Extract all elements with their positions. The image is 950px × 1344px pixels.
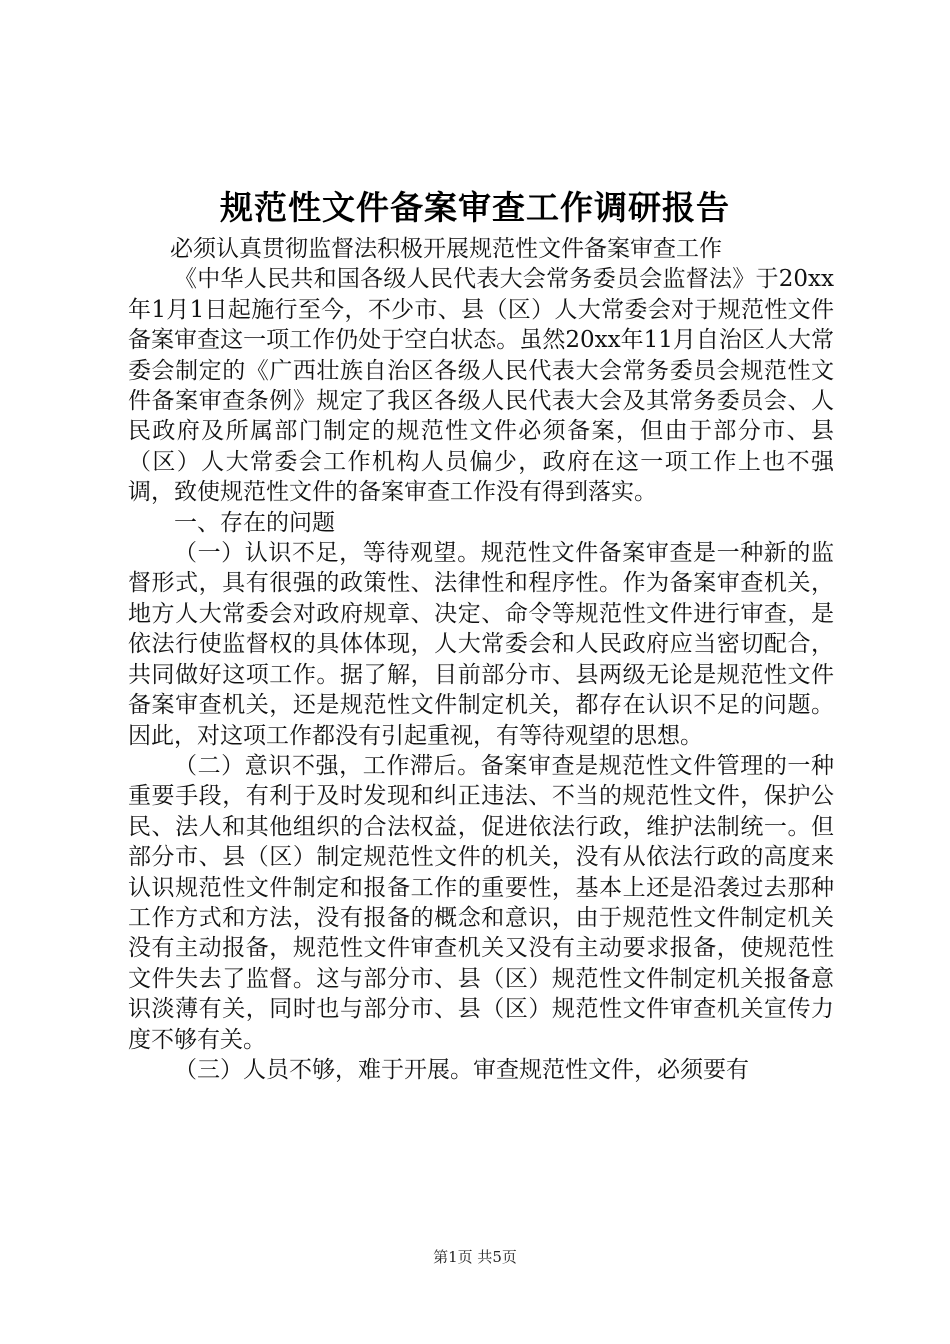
document-title: 规范性文件备案审查工作调研报告 [220, 188, 730, 227]
heading-problems: 一、存在的问题 [174, 509, 335, 536]
paragraph-intro: 《中华人民共和国各级人民代表大会常务委员会监督法》于20xx年1月1日起施行至今，不少市、县（区）人大常委会对于规范性文件备案审查这一项工作仍处于空白状态。虽然20xx年11月自治区人大常委会制定的《广西壮族自治区各级人民代表大会常务委员会规范性文件备案审查条例》规定了我区各级人民代表大会及其常务委员会、人民政府及所属部门制定的规范性文件必须备案，但由于部分市、县（区）人大常委会工作机构人员偏少，政府在这一项工作上也不强调，致使规范性文件的备案审查工作没有得到落实。 [128, 266, 834, 506]
paragraph-point-1: （一）认识不足，等待观望。规范性文件备案审查是一种新的监督形式，具有很强的政策性、法律性和程序性。作为备案审查机关，地方人大常委会对政府规章、决定、命令等规范性文件进行审查，是依法行使监督权的具体体现，人大常委会和人民政府应当密切配合，共同做好这项工作。据了解，目前部分市、县两级无论是规范性文件备案审查机关，还是规范性文件制定机关，都存在认识不足的问题。因此，对这项工作都没有引起重视，有等待观望的思想。 [128, 540, 834, 749]
section-subtitle: 必须认真贯彻监督法积极开展规范性文件备案审查工作 [170, 236, 722, 262]
document-body [128, 234, 834, 1085]
paragraph-point-2: （二）意识不强，工作滞后。备案审查是规范性文件管理的一种重要手段，有利于及时发现和纠正违法、不当的规范性文件，保护公民、法人和其他组织的合法权益，促进依法行政，维护法制统一。但部分市、县（区）制定规范性文件的机关，没有从依法行政的高度来认识规范性文件制定和报备工作的重要性，基本上还是沿袭过去那种工作方式和方法，没有报备的概念和意识，由于规范性文件制定机关没有主动报备，规范性文件审查机关又没有主动要求报备，使规范性文件失去了监督。这与部分市、县（区）规范性文件制定机关报备意识淡薄有关，同时也与部分市、县（区）规范性文件审查机关宣传力度不够有关。 [128, 752, 834, 1053]
page-footer: 第1页 共5页 [433, 1248, 517, 1266]
paragraph-point-3: （三）人员不够，难于开展。审查规范性文件，必须要有 [174, 1056, 749, 1083]
